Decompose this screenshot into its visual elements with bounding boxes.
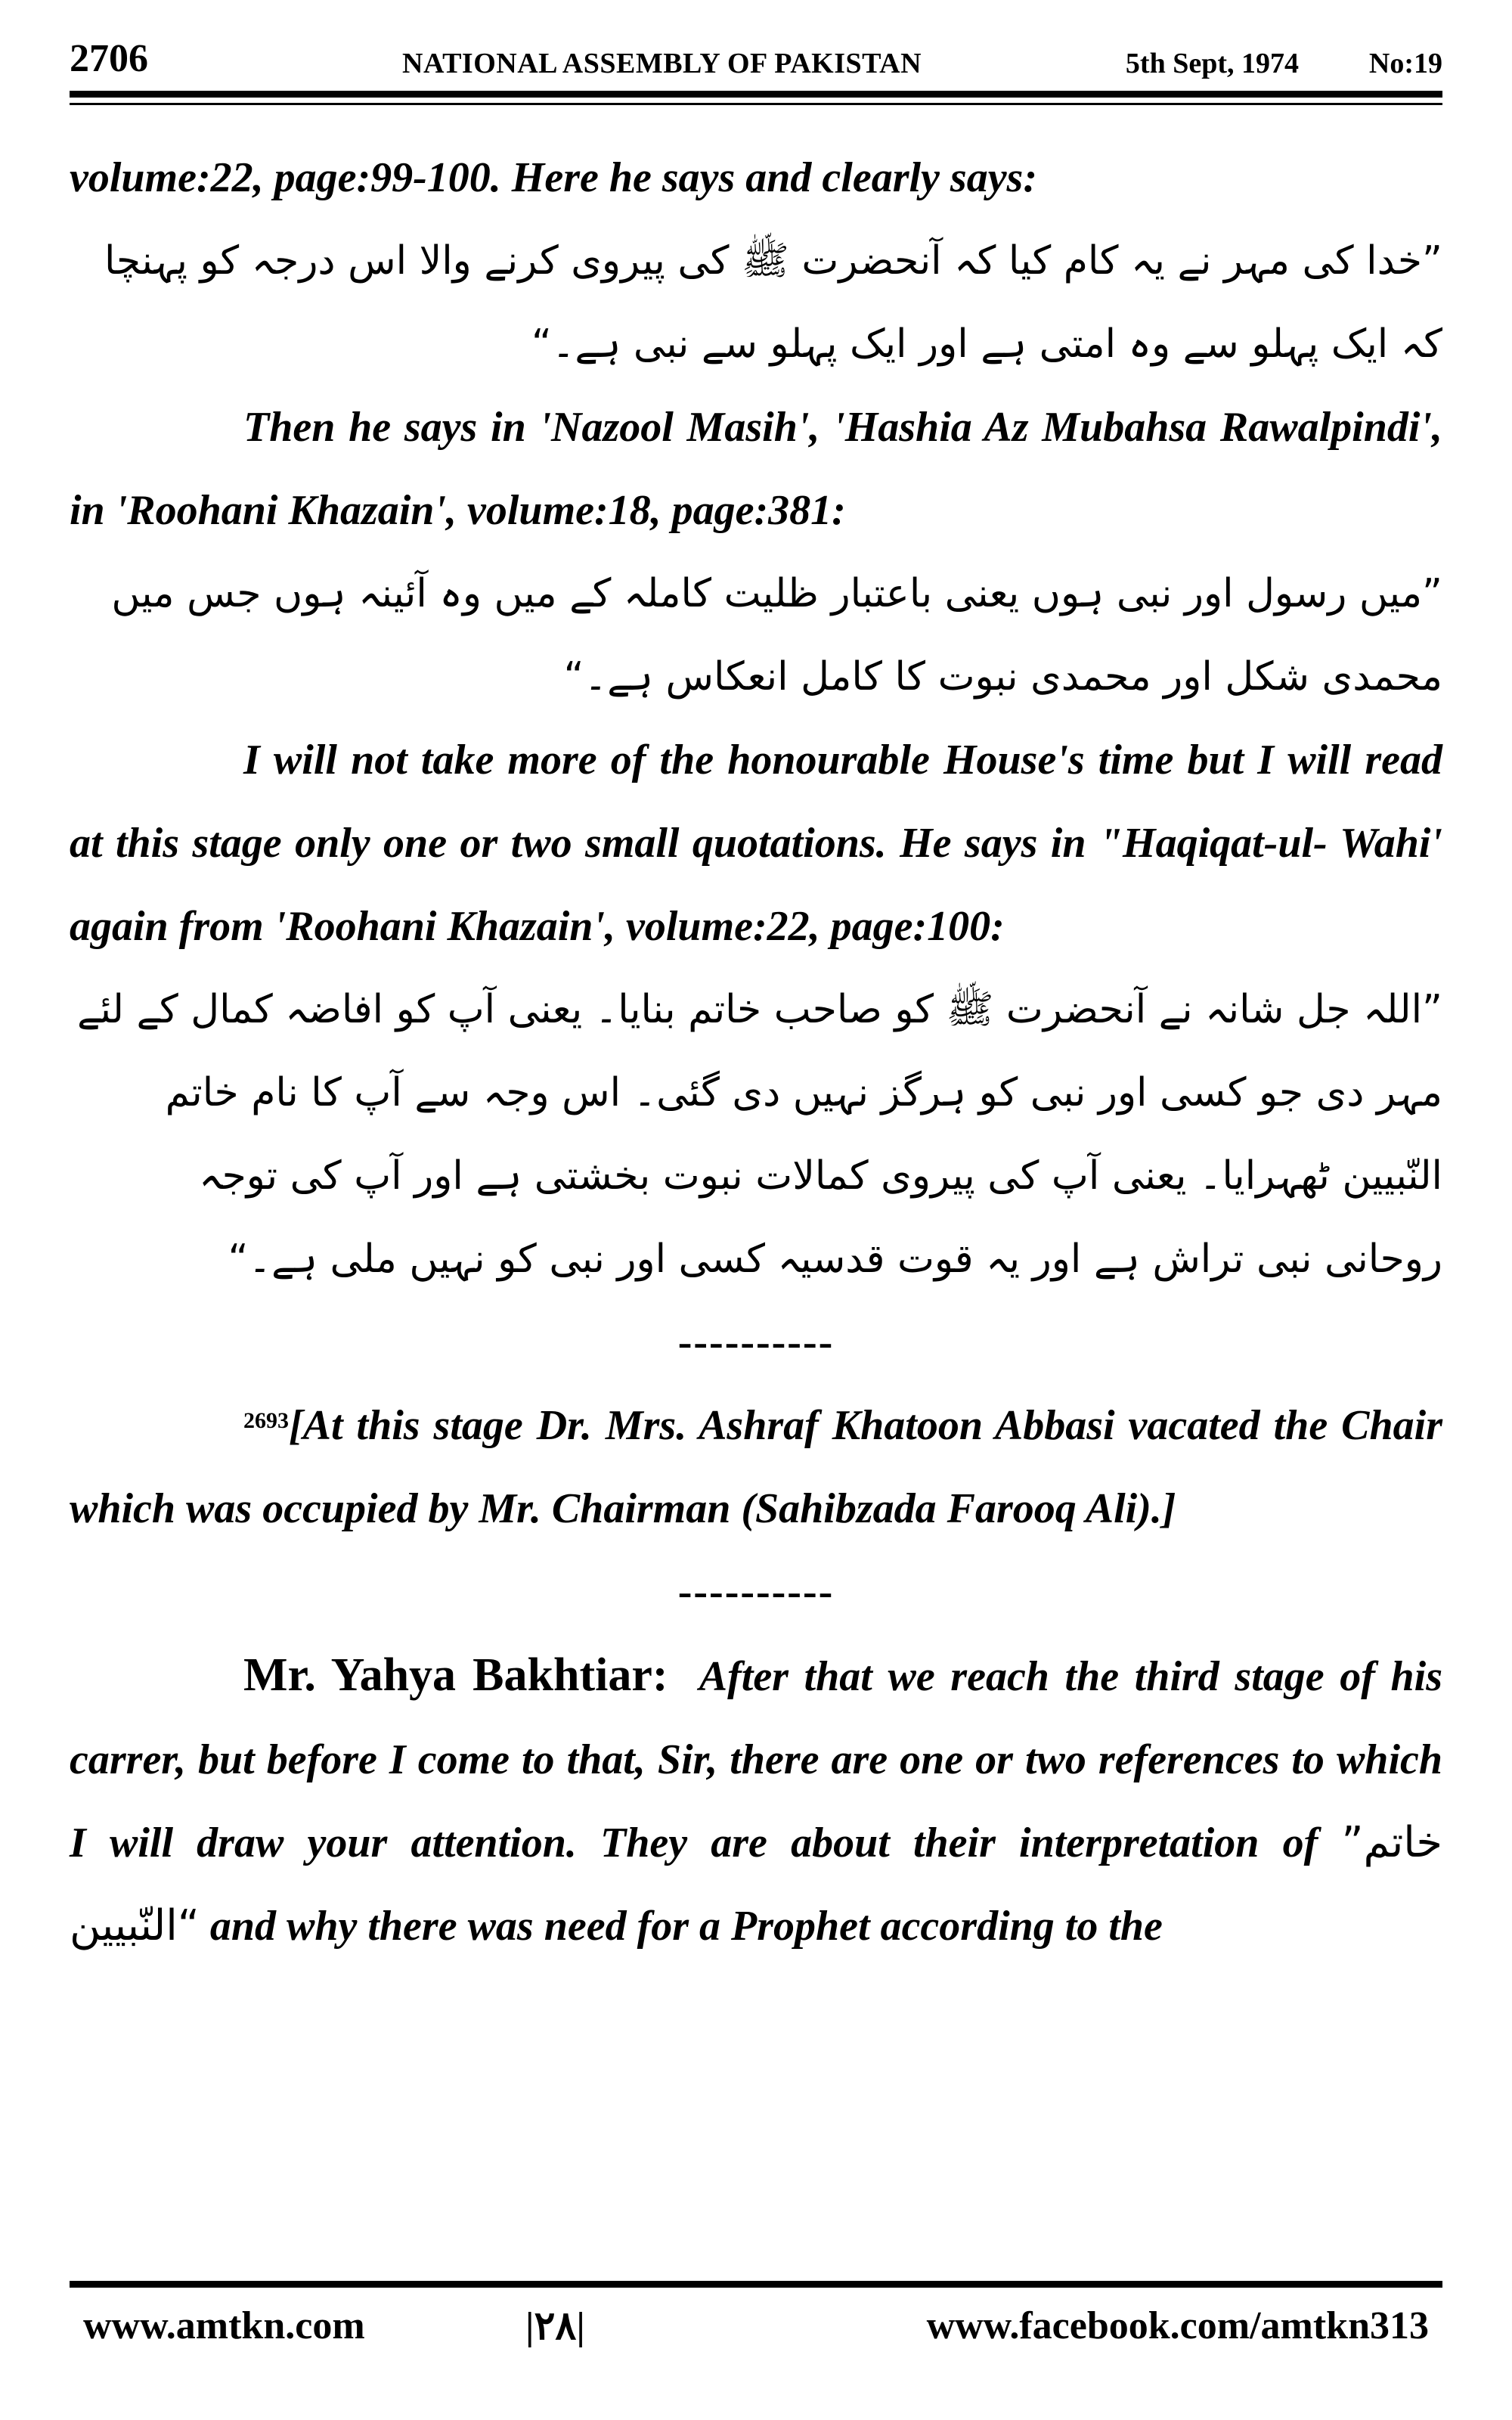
speech-paragraph — [70, 1634, 1442, 1968]
separator-2: ---------- — [677, 1568, 835, 1615]
chair-note-text: [At this stage Dr. Mrs. Ashraf Khatoon Abbasi vacated the Chair which was occupied by Mr. Chairman (Sahibzada Farooq Ali).] — [70, 1402, 1442, 1532]
note-number: 2693 — [243, 1408, 289, 1433]
page-header — [70, 36, 1442, 85]
paragraph-reference-1: volume:22, page:99-100. Here he says and clearly says: — [70, 154, 1037, 201]
page-number: 2706 — [70, 37, 148, 80]
paragraph-reference-3: I will not take more of the honourable House's time but I will read at this stage only one or two small quotations. He says in "Haqiqat-ul- Wahi' again from 'Roohani Khazain', volume:22, page:100: — [70, 737, 1442, 950]
header-title: NATIONAL ASSEMBLY OF PAKISTAN — [402, 48, 922, 79]
urdu-quotation-3: ”اللہ جل شانہ نے آنحضرت ﷺ کو صاحب خاتم بنایا۔ یعنی آپ کو افاضہ کمال کے لئے مہر دی جو کسی اور نبی کو ہرگز نہیں دی گئی۔ اس وجہ سے آپ کا نام خاتم النّبیین ٹھہرایا۔ یعنی آپ کی پیروی کمالات نبوت بخشتی ہے اور آپ کی توجہ روحانی نبی تراش ہے اور یہ قوت قدسیہ کسی اور نبی کو نہیں ملی ہے۔“ — [77, 987, 1442, 1282]
paragraph-reference-2: Then he says in 'Nazool Masih', 'Hashia Az Mubahsa Rawalpindi', in 'Roohani Khazain', volume:18, page:381: — [70, 404, 1442, 534]
footer-page-marker: |٢٨| — [525, 2305, 585, 2348]
header-rule-thick — [70, 91, 1442, 98]
speech-urdu-term: ”خاتم النّبیین“ — [70, 1818, 1442, 1950]
footer-website-link[interactable]: www.amtkn.com — [83, 2304, 365, 2347]
chair-note — [70, 1384, 1442, 1550]
speaker-name: Mr. Yahya Bakhtiar: — [243, 1649, 668, 1701]
footer-rule — [70, 2281, 1442, 2288]
page-body — [70, 136, 1442, 1968]
page-footer — [83, 2304, 1429, 2372]
speech-text-b: and why there was need for a Prophet according to the — [209, 1903, 1163, 1950]
header-date: 5th Sept, 1974 — [1125, 48, 1299, 79]
footer-facebook-link[interactable]: www.facebook.com/amtkn313 — [926, 2304, 1429, 2347]
urdu-quotation-1: ”خدا کی مہر نے یہ کام کیا کہ آنحضرت ﷺ کی پیروی کرنے والا اس درجہ کو پہنچا کہ ایک پہلو سے وہ امتی ہے اور ایک پہلو سے نبی ہے۔“ — [104, 238, 1442, 367]
header-issue-number: No:19 — [1368, 48, 1442, 79]
header-rule-thin — [70, 103, 1442, 105]
separator-1: ---------- — [677, 1319, 835, 1366]
urdu-quotation-2: ”میں رسول اور نبی ہوں یعنی باعتبار ظلیت کاملہ کے میں وہ آئینہ ہوں جس میں محمدی شکل اور محمدی نبوت کا کامل انعکاس ہے۔“ — [111, 571, 1442, 700]
speech-text-a: After that we reach the third stage of his carrer, but before I come to that, Sir, there are one or two references to which I will draw your attention. They are about their interpretation of — [70, 1653, 1442, 1866]
